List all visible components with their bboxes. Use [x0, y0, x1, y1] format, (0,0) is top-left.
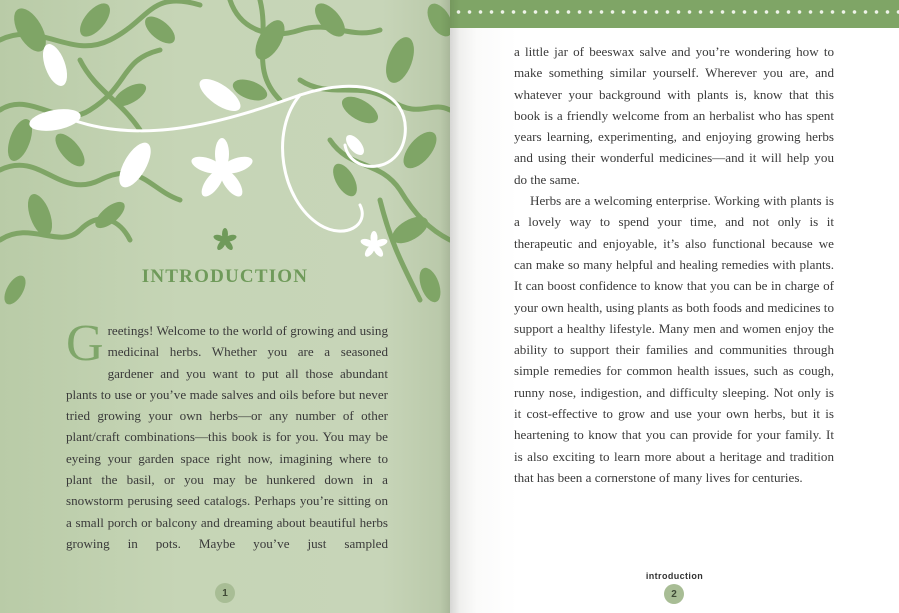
- left-body-text: [66, 315, 388, 554]
- drop-cap: G: [66, 315, 104, 372]
- chapter-heading: INTRODUCTION: [141, 266, 309, 287]
- left-paragraph: reetings! Welcome to the world of growing and using medicinal herbs. Whether you are a seasoned gardener and you want to put all those abundant plants to use or you’ve made salves and oils before but never tried growing your own herbs—or any number of other plant/craft combinations—this book is for you. You may be eyeing your garden space right now, imagining where to plant the basil, or you may be hunkered down in a snowstorm perusing seed catalogs. Perhaps you’re sitting on a small porch or balcony and dreaming about beautiful herbs growing in pots. Maybe you’ve just sampled: [66, 323, 388, 551]
- right-body-text: [514, 41, 834, 488]
- running-footer: introduction: [645, 571, 704, 581]
- dot-border: [450, 8, 899, 16]
- page-number-right: 2: [664, 584, 684, 604]
- flower-ornament-icon: [213, 228, 238, 251]
- right-paragraph-1: a little jar of beeswax salve and you’re wondering how to make something similar yourself. Wherever you are, and whatever your background with plants is, know that this book is a friendly welcome from an herbalist who has spent years learning, experimenting, and enjoying growing herbs and using their wonderful medicines—and it will help you do the same.: [514, 44, 834, 187]
- right-paragraph-2: Herbs are a welcoming enterprise. Working with plants is a lovely way to spend your time, and not only is it therapeutic and enjoyable, it’s also functional because we can make so many helpful and healing remedies with plants. It can boost confidence to know that you can be in charge of your own health, using plants as both foods and medicines to support a healthy lifestyle. Many men and women enjoy the ability to support their families and communities through simple remedies for common health issues, such as cough, runny nose, indigestion, and difficulty sleeping. Not only is it cost-effective to grow and use your own herbs, but it is heartening to know that you can provide for your family. It is also exciting to learn more about a heritage and tradition that has been a cornerstone of many lives for centuries.: [514, 193, 834, 485]
- page-number-left: 1: [215, 583, 235, 603]
- decorative-top-bar: [450, 0, 899, 28]
- right-page: [450, 0, 899, 613]
